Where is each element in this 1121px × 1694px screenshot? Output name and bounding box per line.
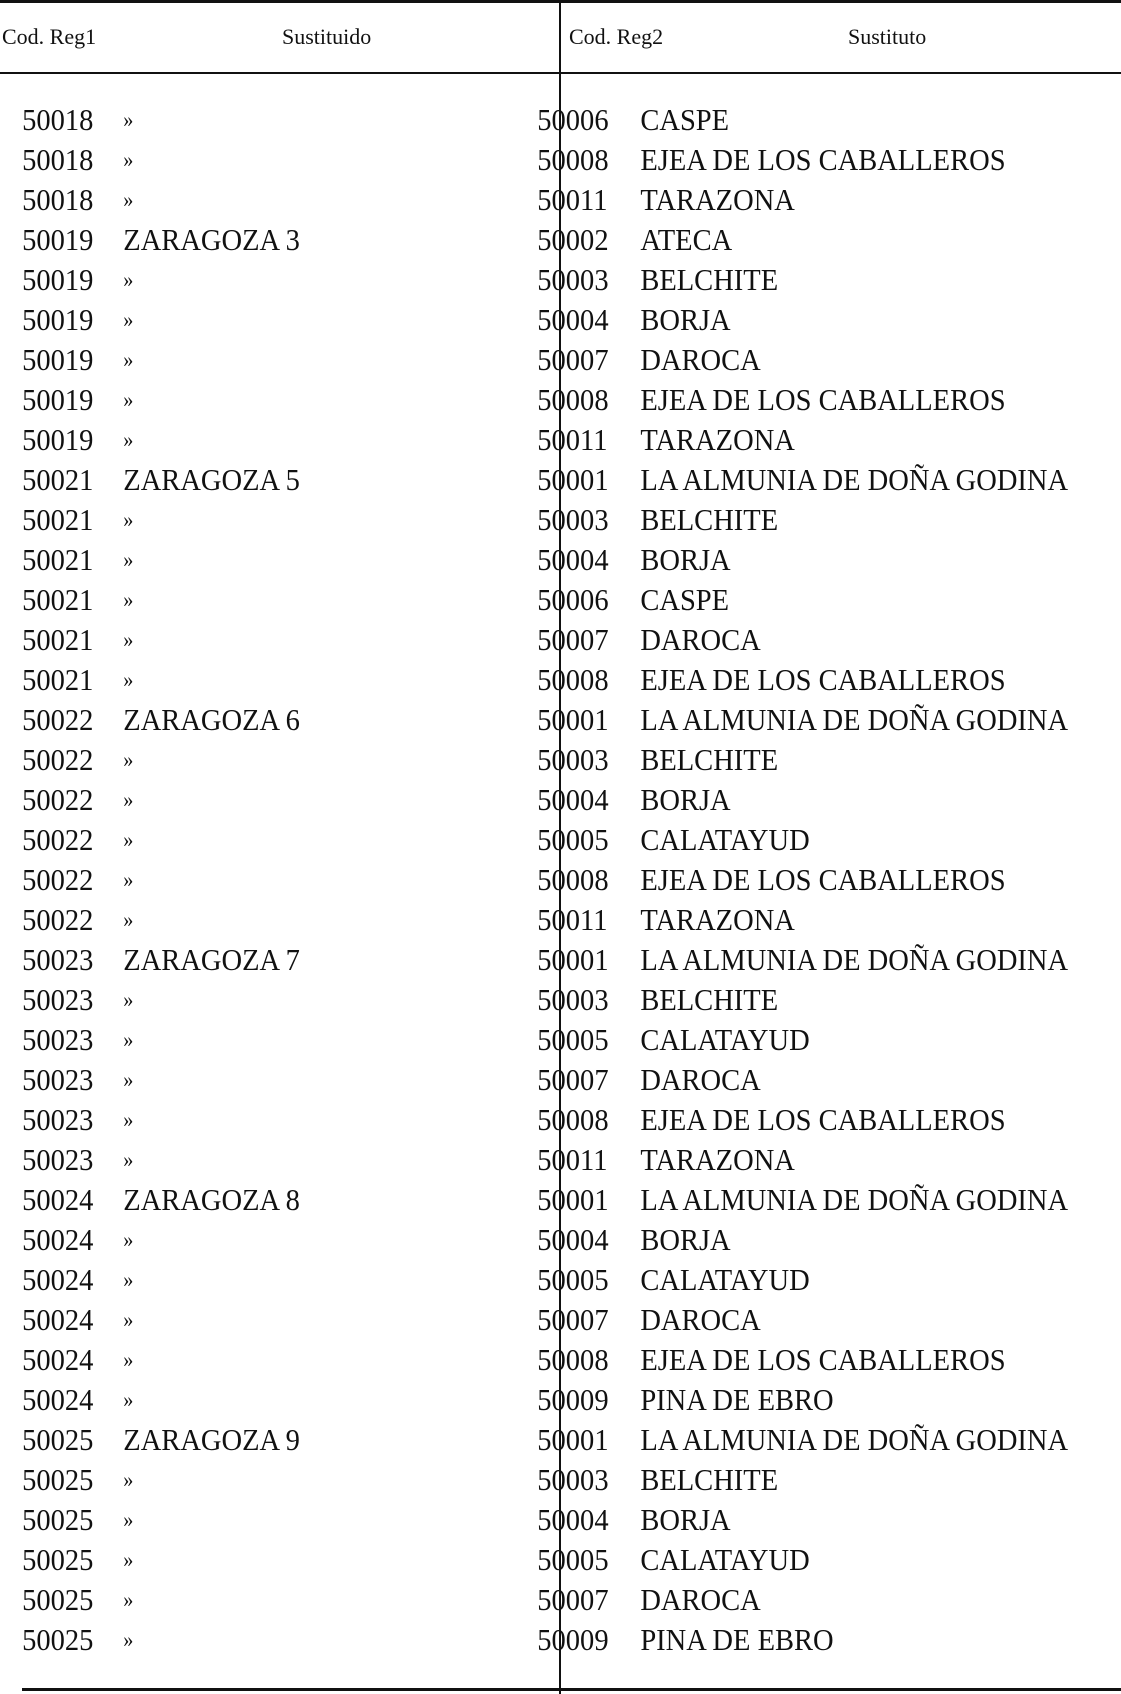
cell-sustituido: » (123, 1467, 134, 1492)
table-row (0, 900, 1031, 940)
cell-sustituido: ZARAGOZA 5 (123, 462, 300, 497)
cell-cod-reg1: 50019 (22, 342, 94, 377)
table-row (0, 1180, 1069, 1220)
cell-sustituido: » (123, 547, 134, 572)
cell-cod-reg1: 50025 (22, 1582, 94, 1617)
cell-sustituido: ZARAGOZA 3 (123, 222, 300, 257)
cell-cod-reg2: 50004 (537, 1502, 609, 1537)
cell-sustituto: BELCHITE (640, 262, 779, 297)
cell-cod-reg2: 50003 (537, 262, 609, 297)
cell-sustituido: » (123, 147, 134, 172)
cell-sustituido: » (123, 1627, 134, 1652)
cell-sustituto: BELCHITE (640, 1462, 779, 1497)
cell-cod-reg1: 50023 (22, 942, 94, 977)
cell-sustituto: BORJA (640, 542, 731, 577)
cell-cod-reg2: 50001 (537, 702, 609, 737)
cell-cod-reg2: 50011 (537, 1142, 608, 1177)
cell-sustituido: ZARAGOZA 6 (123, 702, 300, 737)
cell-cod-reg2: 50009 (537, 1622, 609, 1657)
cell-cod-reg2: 50005 (537, 1542, 609, 1577)
cell-sustituto: EJEA DE LOS CABALLEROS (640, 142, 1006, 177)
cell-cod-reg2: 50002 (537, 222, 609, 257)
cell-sustituido: » (123, 587, 134, 612)
table-row (0, 1100, 1031, 1140)
table-row (0, 1500, 1031, 1540)
cell-sustituto: BORJA (640, 1222, 731, 1257)
cell-sustituto: BORJA (640, 302, 731, 337)
cell-cod-reg1: 50021 (22, 542, 94, 577)
cell-cod-reg2: 50007 (537, 342, 609, 377)
cell-cod-reg1: 50022 (22, 822, 94, 857)
cell-cod-reg2: 50005 (537, 1022, 609, 1057)
table-row (0, 380, 1031, 420)
cell-cod-reg1: 50022 (22, 902, 94, 937)
cell-cod-reg2: 50007 (537, 1302, 609, 1337)
cell-sustituto: DAROCA (640, 1302, 761, 1337)
cell-sustituto: EJEA DE LOS CABALLEROS (640, 862, 1006, 897)
cell-sustituido: ZARAGOZA 9 (123, 1422, 300, 1457)
table-row (0, 260, 1031, 300)
header-sustituido: Sustituido (282, 24, 372, 49)
cell-sustituido: ZARAGOZA 7 (123, 942, 300, 977)
table-row (0, 980, 1031, 1020)
cell-sustituto: DAROCA (640, 342, 761, 377)
cell-cod-reg2: 50006 (537, 102, 609, 137)
table-row (0, 1260, 1031, 1300)
table-row (0, 180, 1031, 220)
cell-cod-reg1: 50018 (22, 182, 94, 217)
cell-sustituido: » (123, 507, 134, 532)
cell-sustituido: » (123, 107, 134, 132)
cell-cod-reg1: 50023 (22, 1022, 94, 1057)
cell-cod-reg2: 50008 (537, 1102, 609, 1137)
cell-sustituto: BELCHITE (640, 502, 779, 537)
cell-sustituido: » (123, 267, 134, 292)
table-row (0, 1460, 1031, 1500)
table-row (0, 700, 1069, 740)
cell-sustituto: CALATAYUD (640, 1262, 810, 1297)
cell-cod-reg2: 50008 (537, 142, 609, 177)
cell-cod-reg1: 50021 (22, 662, 94, 697)
cell-sustituido: » (123, 347, 134, 372)
table-row (0, 1620, 1031, 1660)
cell-cod-reg2: 50004 (537, 542, 609, 577)
cell-sustituido: » (123, 1147, 134, 1172)
cell-sustituido: » (123, 1107, 134, 1132)
cell-sustituto: BELCHITE (640, 982, 779, 1017)
table-row (0, 300, 1031, 340)
cell-cod-reg2: 50004 (537, 782, 609, 817)
cell-sustituto: EJEA DE LOS CABALLEROS (640, 662, 1006, 697)
cell-cod-reg1: 50023 (22, 1062, 94, 1097)
cell-cod-reg2: 50004 (537, 302, 609, 337)
cell-sustituto: DAROCA (640, 1062, 761, 1097)
cell-sustituto: TARAZONA (640, 902, 795, 937)
cell-cod-reg2: 50001 (537, 942, 609, 977)
cell-cod-reg1: 50019 (22, 222, 94, 257)
cell-sustituido: » (123, 1507, 134, 1532)
cell-cod-reg2: 50001 (537, 1182, 609, 1217)
cell-sustituto: LA ALMUNIA DE DOÑA GODINA (640, 1422, 1069, 1457)
cell-cod-reg1: 50022 (22, 742, 94, 777)
table-row (0, 140, 1031, 180)
cell-sustituto: CASPE (640, 102, 730, 137)
cell-cod-reg1: 50024 (22, 1302, 94, 1337)
cell-cod-reg1: 50021 (22, 582, 94, 617)
cell-sustituto: EJEA DE LOS CABALLEROS (640, 1102, 1006, 1137)
cell-cod-reg1: 50024 (22, 1382, 94, 1417)
table-row (0, 1420, 1069, 1460)
cell-cod-reg2: 50008 (537, 862, 609, 897)
cell-sustituido: » (123, 1227, 134, 1252)
cell-cod-reg2: 50011 (537, 422, 608, 457)
cell-cod-reg1: 50022 (22, 862, 94, 897)
table-body (0, 100, 1121, 1660)
cell-sustituto: BELCHITE (640, 742, 779, 777)
cell-sustituto: CASPE (640, 582, 730, 617)
cell-sustituido: » (123, 867, 134, 892)
cell-cod-reg2: 50007 (537, 1062, 609, 1097)
cell-cod-reg1: 50025 (22, 1502, 94, 1537)
cell-cod-reg2: 50005 (537, 822, 609, 857)
cell-cod-reg2: 50011 (537, 902, 608, 937)
cell-sustituido: » (123, 1307, 134, 1332)
cell-cod-reg2: 50008 (537, 1342, 609, 1377)
cell-sustituto: CALATAYUD (640, 822, 810, 857)
cell-cod-reg1: 50018 (22, 142, 94, 177)
table-row (0, 340, 1031, 380)
table-row (0, 780, 1031, 820)
cell-cod-reg2: 50005 (537, 1262, 609, 1297)
table-row (0, 1020, 1031, 1060)
cell-cod-reg1: 50019 (22, 302, 94, 337)
cell-sustituido: » (123, 787, 134, 812)
cell-sustituto: CALATAYUD (640, 1022, 810, 1057)
cell-cod-reg2: 50003 (537, 502, 609, 537)
cell-sustituido: » (123, 667, 134, 692)
cell-cod-reg2: 50003 (537, 742, 609, 777)
cell-cod-reg1: 50019 (22, 422, 94, 457)
cell-cod-reg1: 50023 (22, 982, 94, 1017)
table-row (0, 1300, 1031, 1340)
cell-cod-reg1: 50021 (22, 502, 94, 537)
cell-cod-reg2: 50011 (537, 182, 608, 217)
cell-sustituido: » (123, 987, 134, 1012)
table-row (0, 460, 1069, 500)
cell-cod-reg2: 50001 (537, 1422, 609, 1457)
cell-sustituto: EJEA DE LOS CABALLEROS (640, 1342, 1006, 1377)
header-cod-reg1: Cod. Reg1 (2, 24, 97, 49)
cell-cod-reg2: 50008 (537, 662, 609, 697)
cell-sustituido: » (123, 1027, 134, 1052)
cell-sustituto: BORJA (640, 1502, 731, 1537)
header-cod-reg2: Cod. Reg2 (569, 24, 664, 49)
cell-sustituto: BORJA (640, 782, 731, 817)
cell-cod-reg2: 50004 (537, 1222, 609, 1257)
cell-cod-reg1: 50023 (22, 1102, 94, 1137)
cell-cod-reg1: 50024 (22, 1222, 94, 1257)
cell-cod-reg1: 50018 (22, 102, 94, 137)
cell-sustituto: CALATAYUD (640, 1542, 810, 1577)
cell-sustituido: » (123, 1067, 134, 1092)
table-row (0, 580, 1031, 620)
cell-cod-reg2: 50007 (537, 622, 609, 657)
cell-cod-reg1: 50024 (22, 1182, 94, 1217)
cell-sustituido: » (123, 387, 134, 412)
table-row (0, 220, 1031, 260)
cell-sustituto: LA ALMUNIA DE DOÑA GODINA (640, 462, 1069, 497)
cell-cod-reg1: 50025 (22, 1542, 94, 1577)
cell-sustituto: TARAZONA (640, 1142, 795, 1177)
bottom-rule (22, 1688, 1121, 1691)
cell-cod-reg2: 50006 (537, 582, 609, 617)
table-row (0, 1340, 1031, 1380)
cell-sustituido: » (123, 1547, 134, 1572)
cell-sustituto: DAROCA (640, 1582, 761, 1617)
cell-sustituido: » (123, 827, 134, 852)
cell-sustituido: » (123, 427, 134, 452)
cell-sustituido: » (123, 907, 134, 932)
cell-cod-reg1: 50025 (22, 1622, 94, 1657)
cell-sustituido: » (123, 307, 134, 332)
cell-sustituido: » (123, 1387, 134, 1412)
header-rule (0, 72, 1121, 74)
table-row (0, 860, 1031, 900)
cell-cod-reg1: 50021 (22, 462, 94, 497)
table-row (0, 500, 1031, 540)
table-row (0, 740, 1031, 780)
cell-sustituto: LA ALMUNIA DE DOÑA GODINA (640, 702, 1069, 737)
cell-cod-reg2: 50008 (537, 382, 609, 417)
header-sustituto: Sustituto (848, 24, 927, 49)
cell-sustituido: » (123, 187, 134, 212)
table-row (0, 1220, 1031, 1260)
cell-cod-reg2: 50007 (537, 1582, 609, 1617)
table-row (0, 1140, 1031, 1180)
cell-sustituto: PINA DE EBRO (640, 1382, 834, 1417)
cell-cod-reg1: 50024 (22, 1262, 94, 1297)
table-row (0, 420, 1031, 460)
table-row (0, 1580, 1031, 1620)
table-row (0, 540, 1031, 580)
cell-cod-reg1: 50025 (22, 1422, 94, 1457)
cell-cod-reg2: 50001 (537, 462, 609, 497)
cell-sustituto: LA ALMUNIA DE DOÑA GODINA (640, 1182, 1069, 1217)
table-row (0, 940, 1069, 980)
cell-sustituto: LA ALMUNIA DE DOÑA GODINA (640, 942, 1069, 977)
cell-cod-reg1: 50025 (22, 1462, 94, 1497)
table-row (0, 660, 1031, 700)
cell-sustituido: » (123, 1587, 134, 1612)
cell-sustituto: TARAZONA (640, 182, 795, 217)
cell-cod-reg2: 50003 (537, 982, 609, 1017)
cell-sustituido: » (123, 627, 134, 652)
table-row (0, 1060, 1031, 1100)
cell-sustituto: ATECA (640, 222, 733, 257)
cell-sustituto: EJEA DE LOS CABALLEROS (640, 382, 1006, 417)
table-row (0, 1380, 1031, 1420)
cell-sustituto: PINA DE EBRO (640, 1622, 834, 1657)
cell-sustituido: » (123, 1267, 134, 1292)
cell-cod-reg1: 50024 (22, 1342, 94, 1377)
table-row (0, 100, 1031, 140)
cell-cod-reg1: 50021 (22, 622, 94, 657)
cell-cod-reg1: 50022 (22, 782, 94, 817)
cell-sustituido: » (123, 747, 134, 772)
cell-cod-reg1: 50019 (22, 382, 94, 417)
cell-cod-reg1: 50023 (22, 1142, 94, 1177)
cell-cod-reg1: 50019 (22, 262, 94, 297)
cell-cod-reg1: 50022 (22, 702, 94, 737)
table-row (0, 1540, 1031, 1580)
cell-sustituido: » (123, 1347, 134, 1372)
cell-sustituto: TARAZONA (640, 422, 795, 457)
cell-sustituto: DAROCA (640, 622, 761, 657)
table-row (0, 820, 1031, 860)
table-row (0, 620, 1031, 660)
cell-cod-reg2: 50003 (537, 1462, 609, 1497)
cell-sustituido: ZARAGOZA 8 (123, 1182, 300, 1217)
cell-cod-reg2: 50009 (537, 1382, 609, 1417)
